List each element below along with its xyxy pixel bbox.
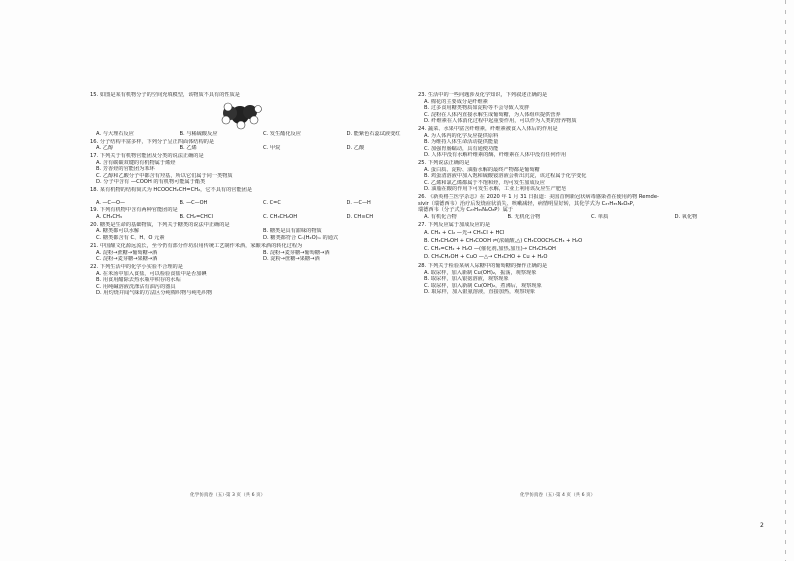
page-edge-divider xyxy=(785,0,786,561)
option-a: A. CH₃CH₃ xyxy=(96,213,122,220)
question-stem: 26. 《新英格兰医学杂志》在 2020 年 1 月 31 日报道：美国首例新冠状病毒感染者在使用药物 Remde- xyxy=(418,194,659,201)
option-d: D. 纤维素在人体消化过程中起重要作用，可以作为人类的营养物质 xyxy=(424,118,577,124)
question-27 xyxy=(418,222,758,262)
question-24 xyxy=(418,126,758,159)
option-b: B. 取尿样，加入银氨溶液，观察现象 xyxy=(424,276,509,283)
option-c: C. 甲烷 xyxy=(263,145,281,152)
option-d: D. CH≡CH xyxy=(346,213,374,220)
option-d: D. 油脂在酸的作用下可发生水解，工业上利用该反应生产肥皂 xyxy=(424,186,567,193)
option-d: D. 糖类都符合 Cₙ(H₂O)ₘ 的通式 xyxy=(263,234,339,241)
option-c: C. 淀粉在人体内直接水解生成葡萄糖，为人体组织提供营养 xyxy=(424,111,561,118)
option-c: C. C=C xyxy=(263,199,281,206)
option-b: B. CH₃CH₂OH + CH₃COOH ⇌(浓硫酸,△) CH₃COOCH₂CH₃ + H₂O xyxy=(424,237,583,244)
option-b: B. 鸡蛋清溶液中加入饱和硫酸铵溶液会析出沉淀，该过程属于化学变化 xyxy=(424,173,587,180)
option-c: C. 淀粉→麦芽糖→果糖→酒 xyxy=(96,256,158,263)
option-d: D. 取尿样，加入银氨溶液，直接加热，观察现象 xyxy=(424,289,536,296)
right-page-footer: 化学仿真卷（五）·第 4 页（共 6 页） xyxy=(520,493,596,498)
question-stem: 25. 下列说法正确的是 xyxy=(418,160,470,167)
space-filling-model-figure xyxy=(90,100,430,130)
question-20 xyxy=(90,222,430,242)
option-a: A. 淀粉→蔗糖→葡萄糖→酒 xyxy=(96,249,158,256)
option-c: C. 乙烯和氯乙烯都属于不饱和烃，均可发生加成反应 xyxy=(424,179,546,186)
right-column xyxy=(418,92,758,298)
option-b: B. CH₂=CHCl xyxy=(179,213,213,220)
option-b: B. 乙烯 xyxy=(179,145,197,152)
option-c: C. 加强胃肠蠕动，具有通便功能 xyxy=(424,145,499,152)
question-stem: 15. 如图是某有机物分子的空间充填模型，该物质不具有的性质是 xyxy=(90,92,240,98)
option-b: B. 过多食用糖类物质如淀粉等不会导致人发胖 xyxy=(424,105,530,111)
question-stem: 19. 下列有机物中含有两种官能团的是 xyxy=(90,207,178,214)
question-stem: 23. 生活中的一些问题涉及化学知识，下列叙述正确的是 xyxy=(418,92,548,98)
page-number: 2 xyxy=(760,522,764,529)
option-b: B. 用食用醋除去热水瓶中积存的水垢 xyxy=(96,277,181,284)
question-stem: 18. 某有机物的结构简式为 HCOOCH₂CH=CH₂，它不具有的官能团是 xyxy=(90,187,253,194)
molecule-model-icon xyxy=(210,100,270,130)
option-a: A. —C—O— xyxy=(96,199,125,206)
option-b: B. 糖类是具有甜味的物质 xyxy=(263,228,322,235)
question-19 xyxy=(90,207,430,220)
option-d: D. —C—H xyxy=(346,199,371,206)
option-a: A. 与大理石反应 xyxy=(96,130,134,137)
option-c: C. 取尿样，加入新制 Cu(OH)₂，煮沸后，观察现象 xyxy=(424,282,542,289)
option-c: C. 糖类都含有 C、H、O 元素 xyxy=(96,234,165,241)
question-stem: 20. 糖类是生命的基础物质，下列关于糖类的说法中正确的是 xyxy=(90,221,230,228)
option-b: B. —C—OH xyxy=(179,199,208,206)
question-21 xyxy=(90,243,430,263)
left-column xyxy=(90,92,430,298)
option-d: D. CH₃CH₂OH + CuO —△→ CH₃CHO + Cu + H₂O xyxy=(424,253,548,260)
question-stem: 21. 中国酿文化源远流长，至今仍有部分作坊沿用传统工艺制作米酒，家酿米酒的转化过程为 xyxy=(90,243,303,250)
option-c: C. 乙醇和乙酸分子中都含有羟基，所以它们属于同一类物质 xyxy=(96,172,233,179)
option-b: B. 淀粉→麦芽糖→葡萄糖→酒 xyxy=(263,249,330,256)
question-23 xyxy=(418,92,758,125)
question-stem: 16. 分子结构丰富多样，下列分子呈正四面体结构的是 xyxy=(90,138,215,145)
question-stem: 17. 下列关于有机物官能团及分类的说法正确的是 xyxy=(90,153,204,160)
question-25 xyxy=(418,160,758,193)
option-d: D. 乙酸 xyxy=(346,145,365,152)
option-a: A. 取尿样，加入新制 Cu(OH)₂，振荡，观察现象 xyxy=(424,269,537,276)
question-22 xyxy=(90,264,430,297)
option-c: C. 发生酯化反应 xyxy=(263,130,302,137)
option-c: C. CH₃CH₂OH xyxy=(263,213,298,220)
option-a: A. CH₄ + Cl₂ —光→ CH₃Cl + HCl xyxy=(424,229,505,236)
option-a: A. 糖类都可以水解 xyxy=(96,228,140,235)
option-b: B. 芳香烃的官能团为苯环 xyxy=(96,166,155,173)
option-b: B. 为维持人体生命活动提供能量 xyxy=(424,139,499,146)
question-26 xyxy=(418,194,758,220)
option-c: C. CH₂=CH₂ + H₂O —(催化剂,加热,加压)→ CH₃CH₂OH xyxy=(424,245,556,252)
option-d: D. 分子中含有 —COOH 的有机物可能属于酯类 xyxy=(96,179,206,186)
question-stem-line-2: sivir（瑞德西韦）治疗后发烧症状消失、咳嗽减轻，病情明显好转，其化学式为 C₂₇H₃₅N₆O₈P， xyxy=(418,200,638,207)
question-stem: 27. 下列反应属于加成反应的是 xyxy=(418,221,491,228)
option-d: D. 氧化物 xyxy=(674,213,698,220)
option-a: A. 棉花的主要成分是纤维素 xyxy=(424,98,488,105)
option-c: C. 单质 xyxy=(591,213,609,220)
question-stem: 24. 蔬菜、水果中富含纤维素，纤维素被食入人体后的作用是 xyxy=(418,126,558,133)
question-16 xyxy=(90,139,430,152)
question-stem: 28. 下列关于检验某病人尿糖中的葡萄糖的操作正确的是 xyxy=(418,263,548,270)
option-a: A. 有机化合物 xyxy=(424,213,457,220)
option-d: D. 淀粉→蔗糖→果糖→酒 xyxy=(263,256,320,263)
option-a: A. 含有碳碳双键的有机物属于烯烃 xyxy=(96,159,176,166)
left-page-footer: 化学仿真卷（五）·第 3 页（共 6 页） xyxy=(190,493,266,498)
question-15 xyxy=(90,92,430,137)
option-a: A. 乙醇 xyxy=(96,145,114,152)
question-28 xyxy=(418,263,758,296)
option-a: A. 蛋白质、淀粉、油脂水解的最终产物都是葡萄糖 xyxy=(424,166,540,173)
question-stem: 22. 下列生活中的化学小实验不合理的是 xyxy=(90,264,183,271)
option-a: A. 在米汤中加入食盐，可以检验食盐中是否加碘 xyxy=(96,270,207,277)
option-b: B. 与稀硫酸反应 xyxy=(179,130,218,137)
option-d: D. 能紫色石蕊试液变红 xyxy=(346,130,401,137)
option-b: B. 无机化合物 xyxy=(507,213,541,220)
question-18 xyxy=(90,187,430,206)
option-c: C. 用纯碱溶液洗涤沾有油污的器具 xyxy=(96,283,176,290)
option-a: A. 为人体内的化学反应提供原料 xyxy=(424,132,499,139)
option-d: D. 用灼烧并闻气味的方法区分纯棉织物与纯毛织物 xyxy=(96,290,213,297)
question-17 xyxy=(90,153,430,186)
question-stem-line-3: 瑞德西韦（分子式为 C₂₇H₃₅N₆O₈P）属于 xyxy=(418,207,513,214)
option-d: D. 人体中没有水解纤维素的酶，纤维素在人体中没有任何作用 xyxy=(424,152,567,159)
